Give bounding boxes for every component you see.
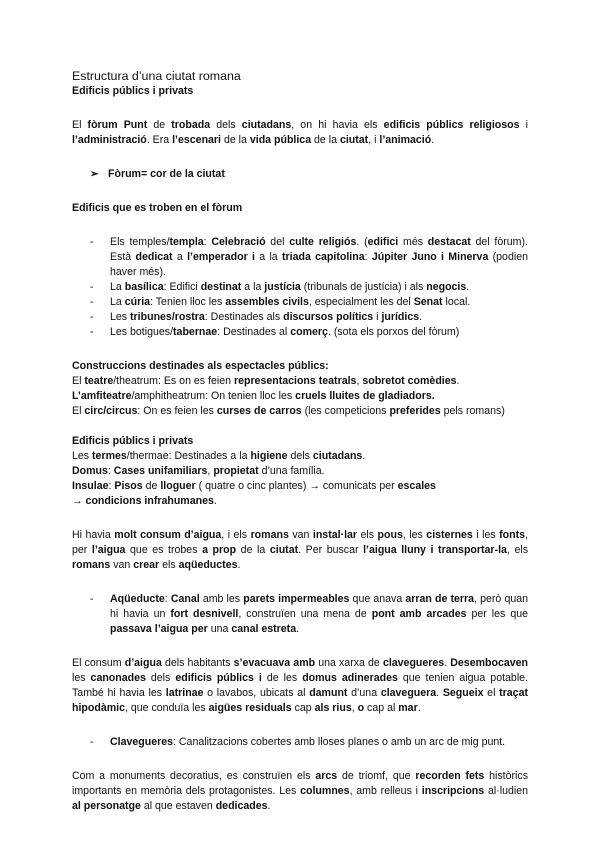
text-run: (podien haver més). <box>110 251 528 278</box>
text-run: /amphitheatrum: On tenien lloc les <box>131 390 296 402</box>
text-run: , construïen una mena de <box>238 608 372 620</box>
list-item-clavegueres <box>72 735 528 750</box>
text-run: : Destinades als <box>204 311 284 323</box>
sewer-paragraph <box>72 656 528 716</box>
text-run: , per <box>72 529 528 556</box>
text-run: . Per buscar <box>298 544 364 556</box>
text-run: al personatge <box>72 800 141 812</box>
forum-buildings-list <box>72 235 528 340</box>
text-run: molt consum d’aigua <box>114 529 222 541</box>
text-run: Júpiter Juno i Minerva <box>371 251 489 263</box>
text-run: crear <box>133 559 160 571</box>
text-run: al·ludien <box>484 785 528 797</box>
text-run: El <box>72 119 88 131</box>
text-run: (les competicions <box>301 405 390 417</box>
text-run: inscripcions <box>421 785 485 797</box>
text-run: de la <box>236 544 270 556</box>
private-buildings-heading: Edificis públics i privats <box>72 435 194 447</box>
text-run: cap <box>291 702 315 714</box>
text-run: higiene <box>250 450 288 462</box>
text-run: sobretot comèdies <box>362 375 457 387</box>
text-run: comerç <box>290 326 328 338</box>
text-run: dels habitants <box>161 657 234 669</box>
text-run: . <box>362 450 366 462</box>
private-line-domus <box>72 464 528 479</box>
text-run: . <box>436 687 443 699</box>
text-run: vida pública <box>249 134 312 146</box>
text-run: . Era <box>146 134 173 146</box>
text-run: que es trobes <box>125 544 203 556</box>
text-run: aqüeductes <box>178 559 238 571</box>
text-run: una <box>207 623 232 635</box>
text-run: Les <box>110 311 131 323</box>
monuments-paragraph <box>72 769 528 814</box>
text-run: d’aigua <box>124 657 162 669</box>
text-run: de la <box>311 134 340 146</box>
text-run: , i els <box>221 529 251 541</box>
text-run: arcs <box>315 770 338 782</box>
text-run: Aqüeducte <box>110 593 165 605</box>
text-run: jurídics <box>381 311 420 323</box>
text-run: els <box>357 529 378 541</box>
text-run: als rius <box>314 702 352 714</box>
text-run: : Canalitzacions cobertes amb lloses planes o amb un arc de mig punt. <box>173 736 506 748</box>
text-run: Les botigues/ <box>110 326 174 338</box>
text-run: lloguer <box>160 480 196 492</box>
text-run: de <box>147 119 172 131</box>
text-run: teatre <box>84 375 114 387</box>
document-subtitle: Edificis públics i privats <box>72 85 194 97</box>
text-run: : <box>364 251 372 263</box>
text-run: de la <box>221 134 250 146</box>
text-run: , amb relleus i <box>349 785 422 797</box>
text-run: circ/circus <box>84 405 138 417</box>
text-run: justícia <box>264 281 301 293</box>
text-run: aigües residuals <box>208 702 292 714</box>
text-run: edificis públics i <box>175 672 262 684</box>
text-run: : <box>108 480 115 492</box>
text-run: de <box>142 480 161 492</box>
water-paragraph <box>72 528 528 573</box>
text-run: . <box>267 800 271 812</box>
spectacles-heading: Construccions destinades als espectacles públics: <box>72 360 329 372</box>
text-run: , que conduïa les <box>124 702 209 714</box>
list-item-temples <box>72 235 528 280</box>
text-run: amb les <box>199 593 244 605</box>
text-run: /theatrum: Es on es feien <box>113 375 234 387</box>
text-run: : <box>107 465 114 477</box>
text-run: trobada <box>171 119 211 131</box>
document-title: Estructura d’una ciutat romana <box>72 69 241 83</box>
text-run: . <box>466 281 470 293</box>
text-run: romans <box>250 529 289 541</box>
text-run: El <box>72 405 85 417</box>
text-run: dels <box>145 672 176 684</box>
text-run: una xarxa de <box>315 657 383 669</box>
text-run: al que estaven <box>140 800 216 812</box>
text-run: dels <box>287 450 313 462</box>
text-run: ( quatre o cinc plantes) → comunicats per <box>195 480 398 492</box>
text-run: , les <box>402 529 427 541</box>
forum-arrow-text: Fòrum= cor de la ciutat <box>108 168 225 180</box>
text-run: a <box>172 251 188 263</box>
text-run: Cases unifamiliars <box>113 465 208 477</box>
text-run: el <box>483 687 500 699</box>
private-line-termes <box>72 449 528 464</box>
spectacles-line-circ <box>72 404 528 419</box>
text-run: que tenien aigua potable. També hi havia les <box>72 672 529 699</box>
text-run: . <box>444 657 451 669</box>
text-run: , i <box>368 134 380 146</box>
text-run: damunt <box>309 687 348 699</box>
text-run: Domus <box>72 465 108 477</box>
text-run: del <box>265 236 290 248</box>
text-run: . <box>237 559 241 571</box>
text-run: . <box>419 311 423 323</box>
text-run: destacat <box>427 236 471 248</box>
text-run: El consum <box>72 657 125 669</box>
text-run: escales <box>397 480 436 492</box>
private-line-conditions <box>72 494 528 509</box>
spectacles-line-amfiteatre <box>72 389 528 404</box>
text-run: Senat <box>413 296 443 308</box>
text-run: van <box>110 559 134 571</box>
text-run: representacions teatrals <box>233 375 357 387</box>
text-run: domus adinerades <box>302 672 398 684</box>
text-run: El <box>72 375 85 387</box>
text-run: fort desnivell <box>170 608 239 620</box>
text-run: latrinae <box>165 687 204 699</box>
text-run: l’administració <box>72 134 147 146</box>
text-run: fòrum <box>87 119 118 131</box>
text-run: Clavegueres <box>110 736 174 748</box>
text-run: Hi havia <box>72 529 115 541</box>
text-run: passava l’aigua per <box>110 623 208 635</box>
text-run: Desembocaven <box>450 657 528 669</box>
text-run: : Edifici <box>163 281 201 293</box>
forum-buildings-heading: Edificis que es troben en el fòrum <box>72 202 243 214</box>
text-run: curses de carros <box>216 405 302 417</box>
text-run: que anava <box>349 593 406 605</box>
text-run: : <box>203 236 212 248</box>
text-run: Insulae <box>72 480 109 492</box>
text-run: ciutadans <box>241 119 292 131</box>
text-run: . <box>296 623 300 635</box>
text-run: s’evacuava amb <box>233 657 316 669</box>
text-run: per les que <box>466 608 529 620</box>
text-run: : <box>164 593 171 605</box>
text-run: , <box>356 375 363 387</box>
text-run: i <box>373 311 382 323</box>
text-run: : Tenien lloc les <box>150 296 226 308</box>
text-run: Segueix <box>442 687 484 699</box>
text-run: ciutat <box>269 544 299 556</box>
text-run: termes <box>92 450 127 462</box>
arrow-bullet-icon: ➢ <box>90 168 99 180</box>
text-run: i les <box>472 529 500 541</box>
text-run: més <box>398 236 428 248</box>
text-run: . <box>213 495 217 507</box>
text-run: recorden fets <box>415 770 485 782</box>
text-run: del fòrum). Està <box>110 236 528 263</box>
text-run: La <box>110 281 125 293</box>
text-run: : Destinades al <box>217 326 291 338</box>
text-run: històrics importants en memòria dels protagonistes. Les <box>72 770 528 797</box>
text-run: tabernae <box>173 326 218 338</box>
text-run: ciutadans <box>312 450 363 462</box>
text-run: Canal <box>170 593 200 605</box>
text-run: clavegueres <box>382 657 445 669</box>
text-run: pels romans) <box>440 405 505 417</box>
text-run: mar <box>398 702 418 714</box>
text-run: fonts <box>499 529 526 541</box>
text-run: o lavabos, ubicats al <box>203 687 310 699</box>
text-run: o <box>357 702 365 714</box>
text-run: basílica <box>124 281 164 293</box>
forum-arrow-bullet <box>72 167 528 182</box>
text-run: (tribunals de justícia) i als <box>300 281 427 293</box>
text-run: dedicat <box>135 251 173 263</box>
text-run: local. <box>442 296 471 308</box>
text-run: a prop <box>202 544 237 556</box>
text-run: , <box>207 465 214 477</box>
text-run: tribunes/rostra <box>130 311 205 323</box>
text-run: canonades <box>90 672 146 684</box>
text-run: Punt <box>123 119 148 131</box>
text-run: l’emperador <box>187 251 248 263</box>
spectacles-line-teatre <box>72 374 528 389</box>
text-run: culte religiós <box>289 236 357 248</box>
text-run: ciutat <box>339 134 369 146</box>
text-run: d’una família. <box>258 465 325 477</box>
text-run: cisternes <box>426 529 473 541</box>
text-run: cap al <box>364 702 399 714</box>
text-run: cruels lluites de gladiadors. <box>295 390 435 402</box>
list-item-tribunes <box>72 310 528 325</box>
text-run: Com a monuments decoratius, es construïen els <box>72 770 316 782</box>
text-run: . ( <box>356 236 368 248</box>
text-run: Les <box>72 450 93 462</box>
sewer-list <box>72 735 528 750</box>
text-run: Celebració <box>211 236 266 248</box>
list-item-basilica <box>72 280 528 295</box>
text-run: negocis <box>426 281 467 293</box>
text-run: les <box>72 672 91 684</box>
forum-intro-paragraph <box>72 118 528 148</box>
text-run: . (sota els porxos del fòrum) <box>327 326 460 338</box>
text-run: a la <box>241 281 265 293</box>
list-item-tabernae <box>72 325 528 340</box>
text-run: columnes <box>300 785 350 797</box>
private-line-insulae <box>72 479 528 494</box>
text-run: , <box>351 702 358 714</box>
text-run: l’aigua <box>91 544 126 556</box>
text-run: traçat hipodàmic <box>72 687 528 714</box>
text-run: l’aigua lluny i transportar-la <box>363 544 507 556</box>
text-run: parets impermeables <box>243 593 350 605</box>
text-run: discursos polítics <box>283 311 374 323</box>
text-run: propietat <box>213 465 259 477</box>
text-run: preferides <box>389 405 441 417</box>
text-run: arran de terra <box>405 593 475 605</box>
text-run: l’animació <box>379 134 432 146</box>
text-run: . <box>456 375 460 387</box>
text-run: Els temples/ <box>110 236 170 248</box>
text-run: triada capitolina <box>282 251 365 263</box>
text-run: dels <box>210 119 242 131</box>
text-run: pont amb arcades <box>371 608 467 620</box>
document-page <box>72 68 528 814</box>
text-run: instal·lar <box>312 529 358 541</box>
text-run: destinat <box>200 281 242 293</box>
text-run: /thermae: Destinades a la <box>126 450 251 462</box>
text-run: , on hi havia els <box>291 119 384 131</box>
text-run: assembles civils <box>225 296 309 308</box>
text-run: pous <box>377 529 403 541</box>
aqueduct-list <box>72 592 528 637</box>
text-run: i <box>252 251 255 263</box>
text-run: → <box>72 495 86 507</box>
text-run: edificis públics religiosos <box>383 119 520 131</box>
text-run: edifici <box>367 236 399 248</box>
text-run: . <box>417 702 421 714</box>
list-item-curia <box>72 295 528 310</box>
text-run: claveguera <box>380 687 437 699</box>
text-run: romans <box>72 559 111 571</box>
text-run: els <box>159 559 179 571</box>
text-run: : On es feien les <box>137 405 217 417</box>
list-item-aqueducte <box>72 592 528 637</box>
text-run: templa <box>169 236 204 248</box>
text-run: La <box>110 296 125 308</box>
text-run: de les <box>261 672 303 684</box>
text-run: condicions infrahumanes <box>85 495 214 507</box>
text-run: , els <box>506 544 528 556</box>
text-run: canal estreta <box>231 623 297 635</box>
text-run: , especialment les del <box>308 296 414 308</box>
text-run: d’una <box>347 687 381 699</box>
text-run: , però quan hi havia un <box>110 593 529 620</box>
text-run: Pisos <box>114 480 143 492</box>
text-run: de triomf, que <box>337 770 416 782</box>
text-run: i <box>519 119 529 131</box>
text-run: L’amfiteatre <box>72 390 132 402</box>
text-run: . <box>431 134 435 146</box>
text-run: van <box>288 529 313 541</box>
text-run: cúria <box>124 296 151 308</box>
text-run: a la <box>254 251 282 263</box>
text-run: l’escenari <box>172 134 221 146</box>
text-run: dedicades <box>215 800 268 812</box>
